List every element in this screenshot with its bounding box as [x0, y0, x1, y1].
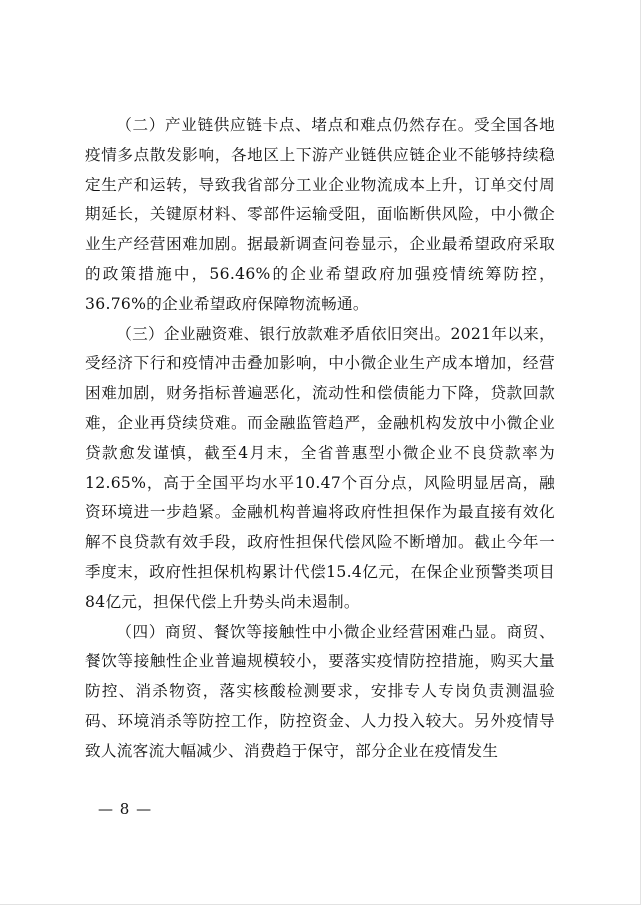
paragraph-heading: （三）企业融资难、银行放款难矛盾依旧突出。: [116, 324, 451, 343]
paragraph-text: 2021年以来，受经济下行和疫情冲击叠加影响，中小微企业生产成本增加，经营困难加剧，财务指标普遍恶化，流动性和偿债能力下降，贷款回款难，企业再贷续贷难。而金融监管趋严，金融机构发放中小微企业贷款愈发谨慎，截至4月末，全省普惠型小微企业不良贷款率为12.65%，高于全国平均水平10.47个百分点，风险明显居高，融资环境进一步趋紧。金融机构普遍将政府性担保作为最直接有效化解不良贷款有效手段，政府性担保代偿风险不断增加。截止今年一季度末，政府性担保机构累计代偿15.4亿元，在保企业预警类项目84亿元，担保代偿上升势头尚未遏制。: [85, 324, 555, 611]
page-number: — 8 —: [98, 800, 153, 818]
paragraph-retail-catering: [85, 618, 555, 767]
document-body: [85, 111, 555, 767]
paragraph-supply-chain: [85, 111, 555, 320]
paragraph-financing: [85, 320, 555, 618]
paragraph-heading: （四）商贸、餐饮等接触性中小微企业经营困难凸显。: [116, 622, 507, 641]
paragraph-heading: （二）产业链供应链卡点、堵点和难点仍然存在。: [116, 116, 475, 134]
paragraph-text: 受全国各地疫情多点散发影响，各地区上下游产业链供应链企业不能够持续稳定生产和运转，导致我省部分工业企业物流成本上升，订单交付周期延长，关键原材料、零部件运输受阻，面临断供风险，中小微企业生产经营困难加剧。据最新调查问卷显示，企业最希望政府采取的政策措施中，56.46%的企业希望政府加强疫情统筹防控，36.76%的企业希望政府保障物流畅通。: [85, 116, 555, 313]
paragraph-text: 商贸、餐饮等接触性企业普遍规模较小，要落实疫情防控措施，购买大量防控、消杀物资，落实核酸检测要求，安排专人专岗负责测温验码、环境消杀等防控工作，防控资金、人力投入较大。另外疫情导致人流客流大幅减少、消费趋于保守，部分企业在疫情发生: [85, 622, 556, 760]
